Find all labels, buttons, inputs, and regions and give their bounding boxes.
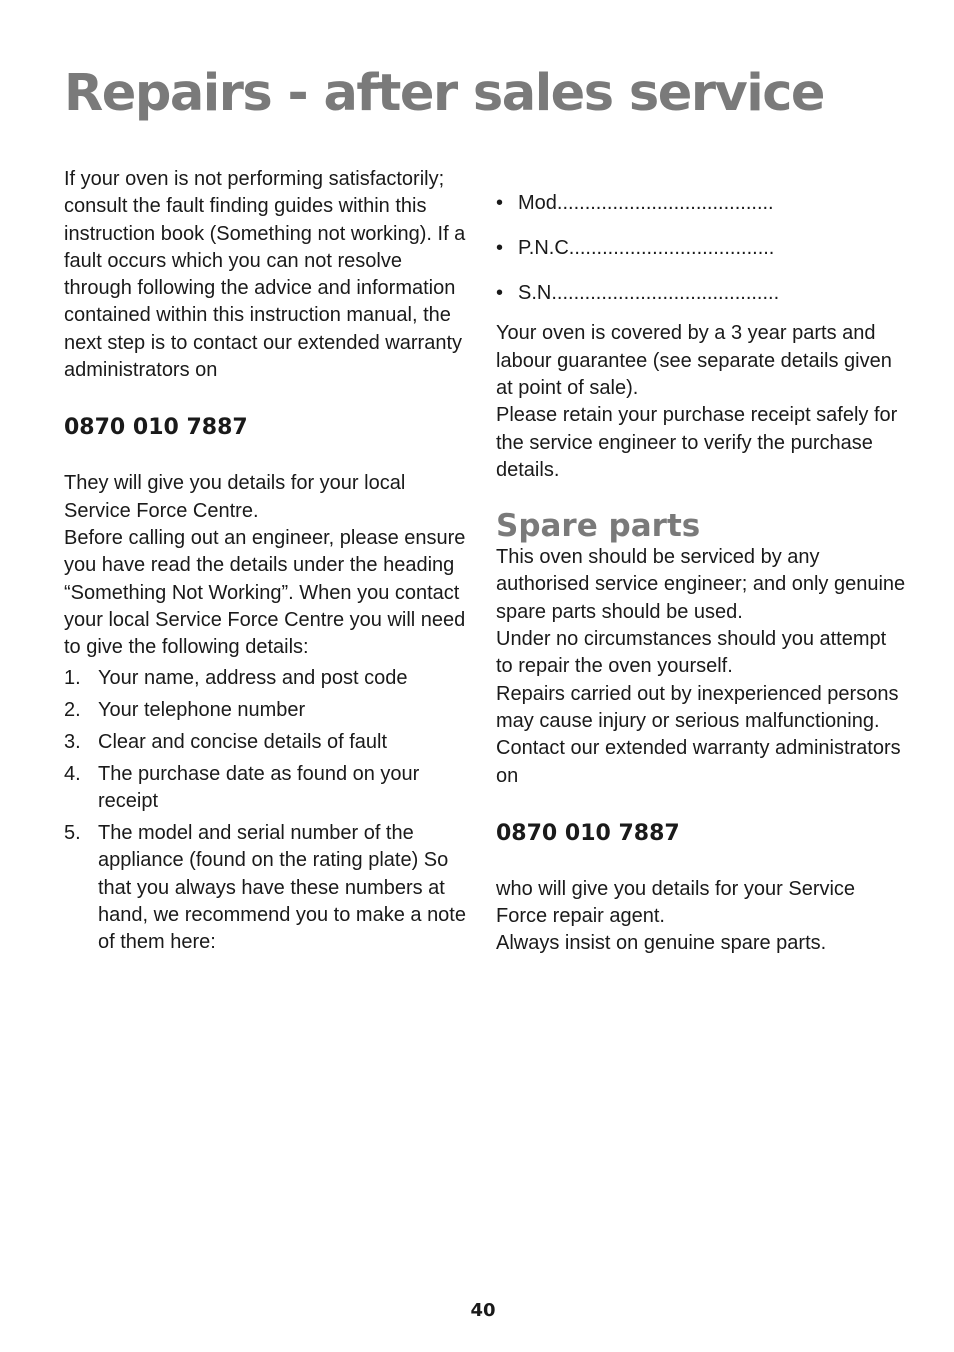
- list-item-text: The purchase date as found on your receipt: [98, 762, 420, 813]
- pnc-field-label: P.N.C.....................................: [518, 236, 775, 259]
- list-item: [64, 761, 474, 816]
- list-item-text: The model and serial number of the appliance (found on the rating plate) So that you always have these numbers at hand, we recommend you to make a note of them here:: [98, 821, 466, 954]
- serial-number-field: [496, 280, 908, 307]
- list-item: [64, 697, 474, 724]
- spare-parts-paragraph-4: Contact our extended warranty administrators on: [496, 737, 901, 787]
- list-item-text: Clear and concise details of fault: [98, 731, 388, 754]
- list-item-number: 4.: [64, 762, 81, 785]
- spare-parts-heading: Spare parts: [496, 508, 701, 545]
- list-item: [64, 729, 474, 756]
- spare-parts-paragraph-3: Repairs carried out by inexperienced persons may cause injury or serious malfunctioning.: [496, 682, 899, 732]
- list-item-text: Your telephone number: [98, 699, 306, 722]
- before-calling-paragraph: Before calling out an engineer, please ensure you have read the details under the heading “Something Not Working”. When you contact your local Service Force Centre you will need to give the following details:: [64, 526, 466, 659]
- intro-paragraph: If your oven is not performing satisfactorily; consult the fault finding guides within this instruction book (Something not working). If a fault occurs which you can not resolve through following the advice and information contained within this instruction manual, the next step is to contact our extended warranty administrators on: [64, 168, 466, 382]
- pnc-field: [496, 235, 908, 262]
- receipt-paragraph: Please retain your purchase receipt safely for the service engineer to verify the purchase details.: [496, 404, 898, 481]
- page-title: Repairs - after sales service: [64, 64, 825, 123]
- serial-number-field-label: S.N.........................................: [518, 281, 780, 304]
- list-item-number: 5.: [64, 821, 81, 844]
- guarantee-paragraph: Your oven is covered by a 3 year parts and labour guarantee (see separate details given at point of sale).: [496, 322, 892, 399]
- right-column: [496, 166, 908, 958]
- model-field-label: Mod.......................................: [518, 192, 774, 214]
- bullet: •: [496, 192, 504, 214]
- spare-parts-paragraph-2: Under no circumstances should you attempt to repair the oven yourself.: [496, 628, 887, 678]
- list-item-number: 2.: [64, 699, 81, 722]
- spare-parts-phone-number: 0870 010 7887: [496, 820, 680, 846]
- list-item-number: 3.: [64, 731, 81, 754]
- details-list: [64, 665, 474, 956]
- left-column: [64, 166, 474, 961]
- list-item-number: 1.: [64, 667, 81, 690]
- list-item: [64, 820, 474, 956]
- bullet: •: [496, 281, 504, 304]
- list-item-text: Your name, address and post code: [98, 667, 408, 690]
- appliance-details-fields: [496, 190, 908, 307]
- spare-parts-paragraph-1: This oven should be serviced by any authorised service engineer; and only genuine spare parts should be used.: [496, 546, 906, 623]
- warranty-phone-number: 0870 010 7887: [64, 415, 248, 441]
- model-field: [496, 190, 908, 217]
- closing-paragraph-1: who will give you details for your Service Force repair agent.: [496, 877, 856, 928]
- service-centre-paragraph: They will give you details for your local Service Force Centre.: [64, 472, 406, 522]
- list-item: [64, 665, 474, 692]
- bullet: •: [496, 236, 504, 259]
- closing-paragraph-2: Always insist on genuine spare parts.: [496, 932, 827, 955]
- page-number: 40: [470, 1300, 496, 1321]
